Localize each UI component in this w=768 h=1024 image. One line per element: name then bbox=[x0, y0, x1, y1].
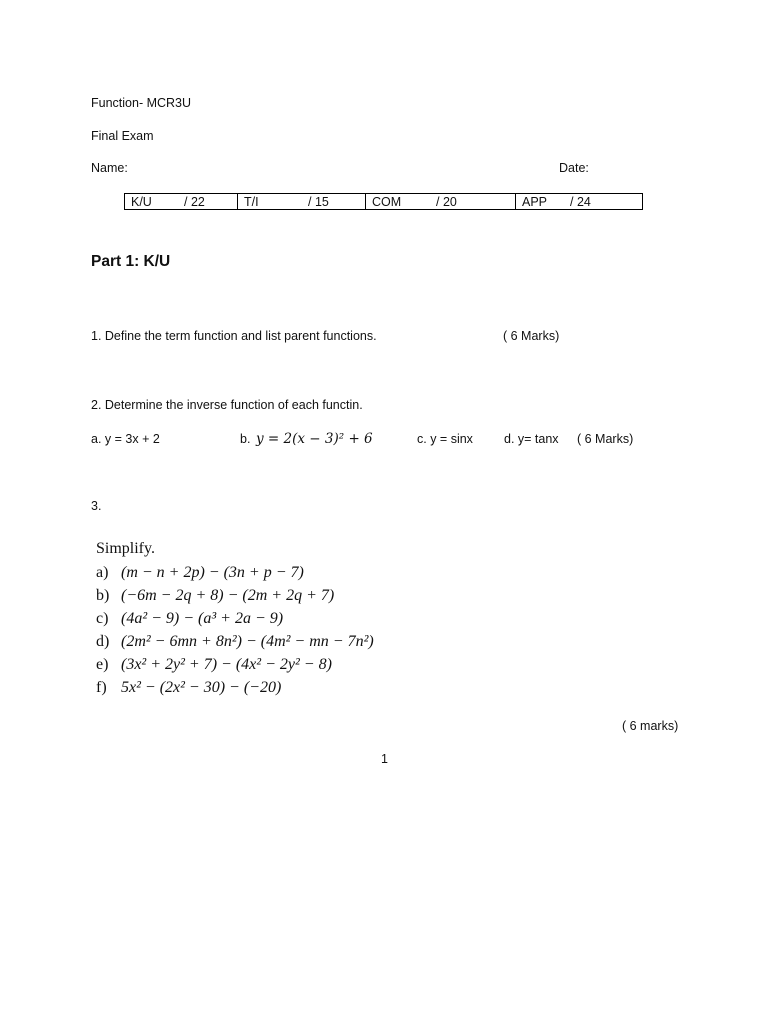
date-label: Date: bbox=[559, 161, 589, 175]
item-letter: b) bbox=[96, 586, 110, 604]
simplify-item bbox=[96, 676, 374, 699]
score-value: / 24 bbox=[570, 195, 591, 209]
exam-title: Final Exam bbox=[91, 129, 154, 143]
simplify-item bbox=[96, 630, 374, 653]
score-cell-ku bbox=[125, 194, 237, 209]
item-expression: (3x² + 2y² + 7) − (4x² − 2y² − 8) bbox=[121, 655, 332, 673]
item-letter: c) bbox=[96, 609, 109, 627]
question-2c: c. y = sinx bbox=[417, 432, 473, 446]
score-value: / 15 bbox=[308, 195, 329, 209]
item-letter: f) bbox=[96, 678, 107, 696]
question-2a: a. y = 3x + 2 bbox=[91, 432, 160, 446]
name-label: Name: bbox=[91, 161, 128, 175]
item-expression: (m − n + 2p) − (3n + p − 7) bbox=[121, 563, 304, 581]
course-title: Function- MCR3U bbox=[91, 96, 192, 110]
score-cell-com bbox=[365, 194, 515, 209]
simplify-item bbox=[96, 607, 374, 630]
score-label: COM bbox=[372, 195, 402, 209]
question-2b-expression: y = 2(x − 3)² + 6 bbox=[256, 431, 373, 447]
simplify-item bbox=[96, 653, 374, 676]
item-expression: 5x² − (2x² − 30) − (−20) bbox=[121, 678, 282, 696]
question-1: 1. Define the term function and list parent functions. bbox=[91, 329, 377, 343]
score-cell-app bbox=[515, 194, 642, 209]
part1-heading: Part 1: K/U bbox=[91, 253, 171, 270]
question-3-number: 3. bbox=[91, 499, 102, 513]
item-expression: (−6m − 2q + 8) − (2m + 2q + 7) bbox=[121, 586, 335, 604]
question-1-marks: ( 6 Marks) bbox=[503, 329, 560, 343]
question-2: 2. Determine the inverse function of each functin. bbox=[91, 398, 363, 412]
page-number: 1 bbox=[381, 752, 388, 766]
score-value: / 22 bbox=[184, 195, 205, 209]
question-3-marks: ( 6 marks) bbox=[622, 719, 679, 733]
simplify-heading: Simplify. bbox=[96, 540, 155, 557]
score-label: APP bbox=[522, 195, 548, 209]
item-letter: a) bbox=[96, 563, 109, 581]
simplify-item bbox=[96, 561, 374, 584]
score-table bbox=[124, 193, 643, 210]
question-2d: d. y= tanx bbox=[504, 432, 559, 446]
score-label: T/I bbox=[244, 195, 259, 209]
simplify-item bbox=[96, 584, 374, 607]
score-value: / 20 bbox=[436, 195, 457, 209]
item-expression: (2m² − 6mn + 8n²) − (4m² − mn − 7n²) bbox=[121, 632, 374, 650]
score-cell-ti bbox=[237, 194, 365, 209]
question-2b-label: b. bbox=[240, 432, 251, 446]
score-label: K/U bbox=[131, 195, 152, 209]
question-2-marks: ( 6 Marks) bbox=[577, 432, 634, 446]
item-letter: d) bbox=[96, 632, 110, 650]
simplify-problem-image bbox=[96, 540, 374, 699]
item-letter: e) bbox=[96, 655, 109, 673]
item-expression: (4a² − 9) − (a³ + 2a − 9) bbox=[121, 609, 284, 627]
